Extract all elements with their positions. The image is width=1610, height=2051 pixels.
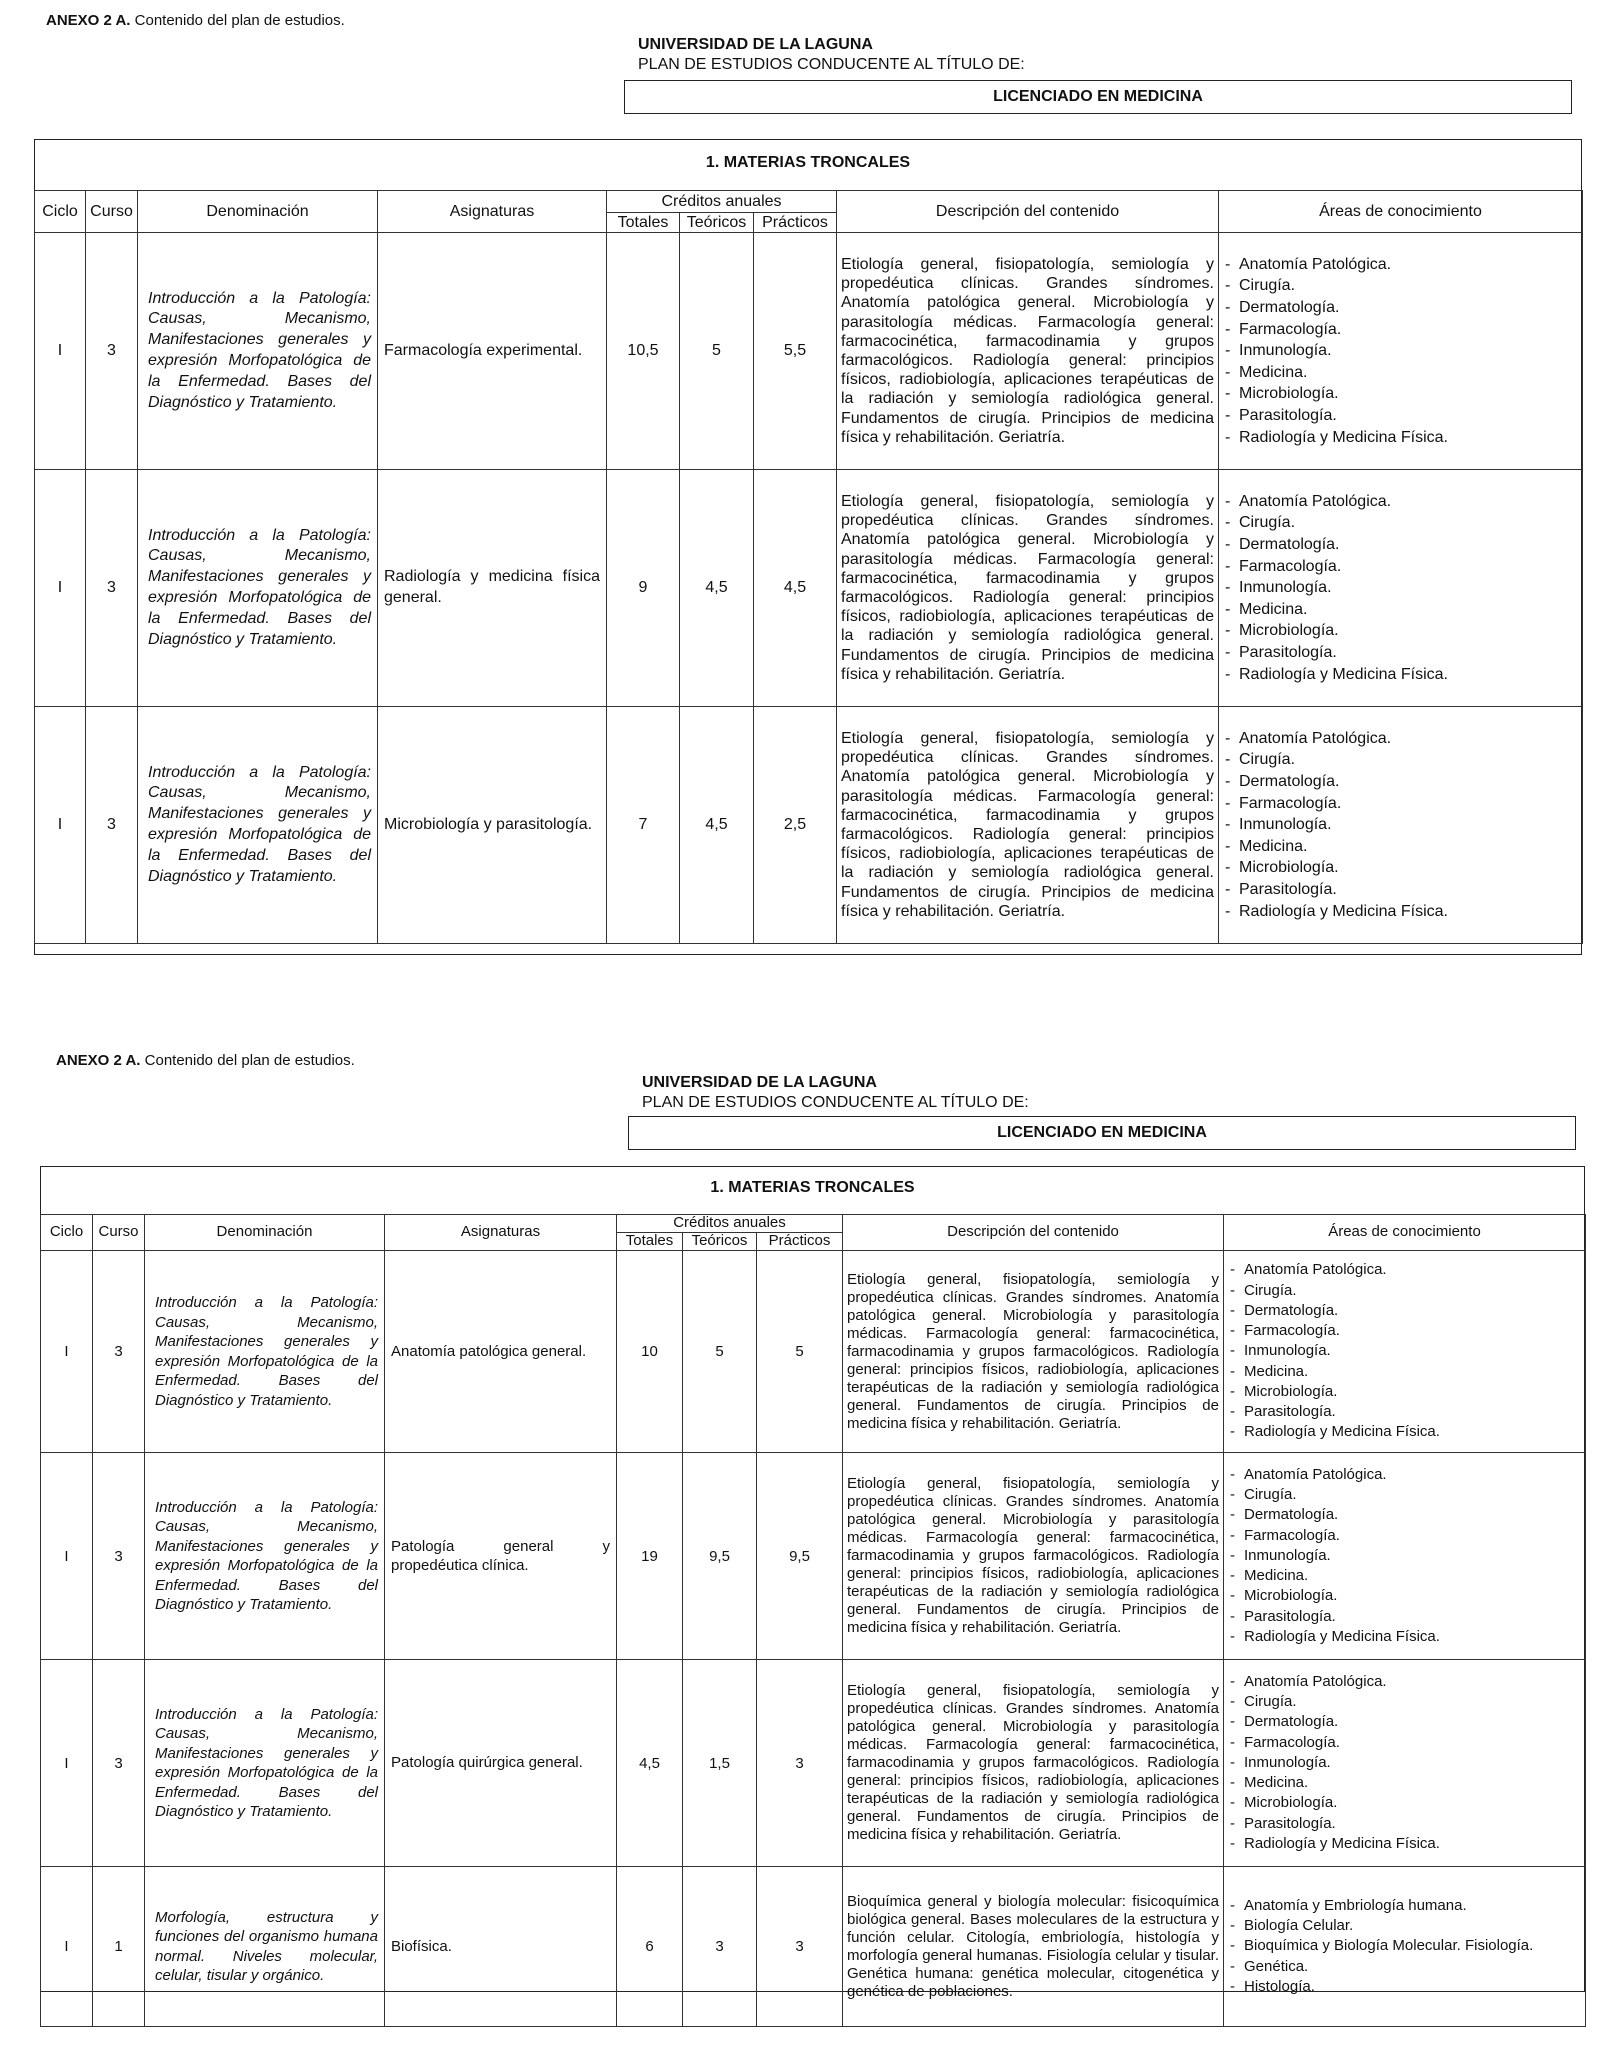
annex-text: Contenido del plan de estudios. — [144, 1052, 355, 1069]
area-item: - Radiología y Medicina Física. — [1244, 1422, 1579, 1442]
totales-cell: 9 — [607, 470, 680, 707]
area-item: - Microbiología. — [1244, 1382, 1579, 1402]
area-item: - Dermatología. — [1239, 534, 1576, 556]
areas-cell — [1224, 1660, 1586, 1867]
header-ciclo: Ciclo — [41, 1215, 93, 1251]
area-item: - Inmunología. — [1239, 814, 1576, 836]
area-item: - Farmacología. — [1239, 319, 1576, 341]
header-denominacion: Denominación — [145, 1215, 385, 1251]
area-item: - Medicina. — [1239, 599, 1576, 621]
university-name: UNIVERSIDAD DE LA LAGUNA — [638, 36, 873, 53]
areas-cell — [1224, 1251, 1586, 1453]
area-item: - Genética. — [1244, 1957, 1579, 1977]
area-item: - Parasitología. — [1239, 879, 1576, 901]
teoricos-cell: 9,5 — [683, 1453, 757, 1660]
page-1 — [0, 0, 1610, 1000]
curso-cell: 3 — [93, 1453, 145, 1660]
area-item: - Inmunología. — [1244, 1341, 1579, 1361]
area-item: - Dermatología. — [1244, 1301, 1579, 1321]
area-item: - Microbiología. — [1244, 1586, 1579, 1606]
area-item: - Anatomía Patológica. — [1239, 491, 1576, 513]
area-item: - Anatomía Patológica. — [1239, 728, 1576, 750]
section-title: 1. MATERIAS TRONCALES — [710, 1179, 915, 1196]
header-totales: Totales — [617, 1233, 683, 1251]
area-item: - Microbiología. — [1239, 620, 1576, 642]
area-item: - Anatomía Patológica. — [1244, 1260, 1579, 1280]
area-item: - Cirugía. — [1239, 512, 1576, 534]
practicos-cell: 4,5 — [754, 470, 837, 707]
area-item: - Cirugía. — [1244, 1692, 1579, 1712]
area-item: - Medicina. — [1244, 1773, 1579, 1793]
area-item: - Farmacología. — [1244, 1733, 1579, 1753]
table-row — [35, 707, 1583, 944]
areas-cell — [1219, 233, 1583, 470]
ciclo-cell: I — [35, 707, 86, 944]
descripcion-cell: Bioquímica general y biología molecular: fisicoquímica biológica general. Bases moleculares de la estructura y función celular. Citología, embriología, histología y morfología general humanas. Fisiología celular y tisular. Genética humana: genética molecular, citogenética y genética de poblaciones. — [843, 1867, 1224, 2027]
annex-label: ANEXO 2 A. — [46, 12, 131, 29]
area-item: - Anatomía y Embriología humana. — [1244, 1896, 1579, 1916]
area-item: - Farmacología. — [1244, 1321, 1579, 1341]
table-row — [41, 1251, 1586, 1453]
header-descripcion: Descripción del contenido — [837, 191, 1219, 233]
area-item: - Medicina. — [1244, 1566, 1579, 1586]
teoricos-cell: 3 — [683, 1867, 757, 2027]
table-row — [35, 470, 1583, 707]
area-item: - Radiología y Medicina Física. — [1244, 1834, 1579, 1854]
denominacion-cell: Introducción a la Patología: Causas, Mecanismo, Manifestaciones generales y expresión Morfopatológica de la Enfermedad. Bases del Diagnóstico y Tratamiento. — [145, 1660, 385, 1867]
practicos-cell: 9,5 — [757, 1453, 843, 1660]
area-item: - Cirugía. — [1244, 1281, 1579, 1301]
asignatura-cell: Radiología y medicina física general. — [378, 470, 607, 707]
header-teoricos: Teóricos — [683, 1233, 757, 1251]
annex-heading — [46, 12, 345, 29]
degree-box: LICENCIADO EN MEDICINA — [628, 1116, 1576, 1150]
areas-cell — [1224, 1453, 1586, 1660]
area-item: - Microbiología. — [1239, 857, 1576, 879]
areas-list — [1230, 1672, 1579, 1854]
header-teoricos: Teóricos — [680, 213, 754, 233]
area-item: - Cirugía. — [1244, 1485, 1579, 1505]
areas-list — [1230, 1896, 1579, 1997]
header-descripcion: Descripción del contenido — [843, 1215, 1224, 1251]
asignatura-cell: Microbiología y parasitología. — [378, 707, 607, 944]
teoricos-cell: 4,5 — [680, 707, 754, 944]
descripcion-cell: Etiología general, fisiopatología, semiología y propedéutica clínicas. Grandes síndromes. Anatomía patológica general. Microbiología y parasitología médicas. Farmacología general: farmacocinética, farmacodinamia y grupos farmacológicos. Radiología general: principios físicos, radiobiología, aplicaciones terapéuticas de la radiación y semiología radiológica general. Fundamentos de cirugía. Principios de medicina física y rehabilitación. Geriatría. — [837, 707, 1219, 944]
header-creditos: Créditos anuales — [617, 1215, 843, 1233]
denominacion-cell: Introducción a la Patología: Causas, Mecanismo, Manifestaciones generales y expresión Morfopatológica de la Enfermedad. Bases del Diagnóstico y Tratamiento. — [145, 1251, 385, 1453]
area-item: - Farmacología. — [1244, 1526, 1579, 1546]
curso-cell: 3 — [86, 470, 138, 707]
table-row — [35, 233, 1583, 470]
area-item: - Parasitología. — [1244, 1607, 1579, 1627]
denominacion-cell: Introducción a la Patología: Causas, Mecanismo, Manifestaciones generales y expresión Morfopatológica de la Enfermedad. Bases del Diagnóstico y Tratamiento. — [145, 1453, 385, 1660]
area-item: - Inmunología. — [1239, 340, 1576, 362]
area-item: - Radiología y Medicina Física. — [1239, 427, 1576, 449]
area-item: - Radiología y Medicina Física. — [1239, 901, 1576, 923]
header-areas: Áreas de conocimiento — [1219, 191, 1583, 233]
area-item: - Inmunología. — [1244, 1753, 1579, 1773]
area-item: - Farmacología. — [1239, 793, 1576, 815]
teoricos-cell: 5 — [683, 1251, 757, 1453]
curriculum-table — [34, 190, 1583, 944]
area-item: - Dermatología. — [1239, 297, 1576, 319]
section-title: 1. MATERIAS TRONCALES — [705, 154, 911, 171]
ciclo-cell: I — [41, 1453, 93, 1660]
area-item: - Inmunología. — [1244, 1546, 1579, 1566]
ciclo-cell: I — [41, 1660, 93, 1867]
curriculum-table — [40, 1214, 1586, 2027]
denominacion-cell: Introducción a la Patología: Causas, Mecanismo, Manifestaciones generales y expresión Morfopatológica de la Enfermedad. Bases del Diagnóstico y Tratamiento. — [138, 233, 378, 470]
area-item: - Anatomía Patológica. — [1244, 1465, 1579, 1485]
denominacion-cell: Introducción a la Patología: Causas, Mecanismo, Manifestaciones generales y expresión Morfopatológica de la Enfermedad. Bases del Diagnóstico y Tratamiento. — [138, 707, 378, 944]
area-item: - Radiología y Medicina Física. — [1239, 664, 1576, 686]
area-item: - Farmacología. — [1239, 556, 1576, 578]
header-curso: Curso — [86, 191, 138, 233]
annex-label: ANEXO 2 A. — [56, 1052, 141, 1069]
annex-heading — [56, 1052, 355, 1069]
header-ciclo: Ciclo — [35, 191, 86, 233]
practicos-cell: 3 — [757, 1867, 843, 2027]
area-item: - Microbiología. — [1244, 1793, 1579, 1813]
asignatura-cell: Biofísica. — [385, 1867, 617, 2027]
descripcion-cell: Etiología general, fisiopatología, semiología y propedéutica clínicas. Grandes síndromes. Anatomía patológica general. Microbiología y parasitología médicas. Farmacología general: farmacocinética, farmacodinamia y grupos farmacológicos. Radiología general: principios físicos, radiobiología, aplicaciones terapéuticas de la radiación y semiología radiológica general. Fundamentos de cirugía. Principios de medicina física y rehabilitación. Geriatría. — [843, 1453, 1224, 1660]
area-item: - Parasitología. — [1244, 1402, 1579, 1422]
header-areas: Áreas de conocimiento — [1224, 1215, 1586, 1251]
page-2 — [0, 1050, 1610, 2050]
plan-line: PLAN DE ESTUDIOS CONDUCENTE AL TÍTULO DE: — [638, 56, 1025, 73]
area-item: - Radiología y Medicina Física. — [1244, 1627, 1579, 1647]
header-practicos: Prácticos — [754, 213, 837, 233]
denominacion-cell: Introducción a la Patología: Causas, Mecanismo, Manifestaciones generales y expresión Morfopatológica de la Enfermedad. Bases del Diagnóstico y Tratamiento. — [138, 470, 378, 707]
ciclo-cell: I — [41, 1867, 93, 2027]
area-item: - Microbiología. — [1239, 383, 1576, 405]
area-item: - Medicina. — [1239, 836, 1576, 858]
area-item: - Medicina. — [1239, 362, 1576, 384]
area-item: - Bioquímica y Biología Molecular. Fisiología. — [1244, 1936, 1579, 1956]
table-row — [41, 1453, 1586, 1660]
curso-cell: 3 — [86, 233, 138, 470]
table-row — [41, 1867, 1586, 2027]
area-item: - Anatomía Patológica. — [1244, 1672, 1579, 1692]
curso-cell: 1 — [93, 1867, 145, 2027]
area-item: - Parasitología. — [1239, 405, 1576, 427]
asignatura-cell: Farmacología experimental. — [378, 233, 607, 470]
descripcion-cell: Etiología general, fisiopatología, semiología y propedéutica clínicas. Grandes síndromes. Anatomía patológica general. Microbiología y parasitología médicas. Farmacología general: farmacocinética, farmacodinamia y grupos farmacológicos. Radiología general: principios físicos, radiobiología, aplicaciones terapéuticas de la radiación y semiología radiológica general. Fundamentos de cirugía. Principios de medicina física y rehabilitación. Geriatría. — [843, 1660, 1224, 1867]
areas-list — [1225, 728, 1576, 922]
totales-cell: 7 — [607, 707, 680, 944]
curso-cell: 3 — [93, 1660, 145, 1867]
area-item: - Medicina. — [1244, 1362, 1579, 1382]
totales-cell: 10,5 — [607, 233, 680, 470]
ciclo-cell: I — [41, 1251, 93, 1453]
area-item: - Dermatología. — [1239, 771, 1576, 793]
practicos-cell: 5,5 — [754, 233, 837, 470]
header-practicos: Prácticos — [757, 1233, 843, 1251]
curso-cell: 3 — [86, 707, 138, 944]
area-item: - Dermatología. — [1244, 1712, 1579, 1732]
ciclo-cell: I — [35, 233, 86, 470]
teoricos-cell: 1,5 — [683, 1660, 757, 1867]
header-totales: Totales — [607, 213, 680, 233]
descripcion-cell: Etiología general, fisiopatología, semiología y propedéutica clínicas. Grandes síndromes. Anatomía patológica general. Microbiología y parasitología médicas. Farmacología general: farmacocinética, farmacodinamia y grupos farmacológicos. Radiología general: principios físicos, radiobiología, aplicaciones terapéuticas de la radiación y semiología radiológica general. Fundamentos de cirugía. Principios de medicina física y rehabilitación. Geriatría. — [837, 233, 1219, 470]
area-item: - Dermatología. — [1244, 1505, 1579, 1525]
totales-cell: 4,5 — [617, 1660, 683, 1867]
university-name: UNIVERSIDAD DE LA LAGUNA — [642, 1074, 877, 1091]
areas-cell — [1224, 1867, 1586, 2027]
asignatura-cell: Patología general y propedéutica clínica. — [385, 1453, 617, 1660]
totales-cell: 6 — [617, 1867, 683, 2027]
area-item: - Biología Celular. — [1244, 1916, 1579, 1936]
header-asignaturas: Asignaturas — [378, 191, 607, 233]
descripcion-cell: Etiología general, fisiopatología, semiología y propedéutica clínicas. Grandes síndromes. Anatomía patológica general. Microbiología y parasitología médicas. Farmacología general: farmacocinética, farmacodinamia y grupos farmacológicos. Radiología general: principios físicos, radiobiología, aplicaciones terapéuticas de la radiación y semiología radiológica general. Fundamentos de cirugía. Principios de medicina física y rehabilitación. Geriatría. — [837, 470, 1219, 707]
curso-cell: 3 — [93, 1251, 145, 1453]
area-item: - Histología. — [1244, 1977, 1579, 1997]
totales-cell: 19 — [617, 1453, 683, 1660]
header-curso: Curso — [93, 1215, 145, 1251]
denominacion-cell: Morfología, estructura y funciones del organismo humana normal. Niveles molecular, celular, tisular y orgánico. — [145, 1867, 385, 2027]
areas-list — [1230, 1260, 1579, 1442]
degree-box: LICENCIADO EN MEDICINA — [624, 80, 1572, 114]
practicos-cell: 5 — [757, 1251, 843, 1453]
practicos-cell: 3 — [757, 1660, 843, 1867]
area-item: - Inmunología. — [1239, 577, 1576, 599]
teoricos-cell: 5 — [680, 233, 754, 470]
area-item: - Cirugía. — [1239, 749, 1576, 771]
asignatura-cell: Patología quirúrgica general. — [385, 1660, 617, 1867]
teoricos-cell: 4,5 — [680, 470, 754, 707]
descripcion-cell: Etiología general, fisiopatología, semiología y propedéutica clínicas. Grandes síndromes. Anatomía patológica general. Microbiología y parasitología médicas. Farmacología general: farmacocinética, farmacodinamia y grupos farmacológicos. Radiología general: principios físicos, radiobiología, aplicaciones terapéuticas de la radiación y semiología radiológica general. Fundamentos de cirugía. Principios de medicina física y rehabilitación. Geriatría. — [843, 1251, 1224, 1453]
plan-line: PLAN DE ESTUDIOS CONDUCENTE AL TÍTULO DE: — [642, 1094, 1029, 1111]
header-asignaturas: Asignaturas — [385, 1215, 617, 1251]
areas-cell — [1219, 470, 1583, 707]
annex-text: Contenido del plan de estudios. — [134, 12, 345, 29]
table-row — [41, 1660, 1586, 1867]
areas-cell — [1219, 707, 1583, 944]
area-item: - Anatomía Patológica. — [1239, 254, 1576, 276]
header-creditos: Créditos anuales — [607, 191, 837, 213]
asignatura-cell: Anatomía patológica general. — [385, 1251, 617, 1453]
areas-list — [1225, 491, 1576, 685]
header-denominacion: Denominación — [138, 191, 378, 233]
areas-list — [1225, 254, 1576, 448]
ciclo-cell: I — [35, 470, 86, 707]
practicos-cell: 2,5 — [754, 707, 837, 944]
areas-list — [1230, 1465, 1579, 1647]
totales-cell: 10 — [617, 1251, 683, 1453]
area-item: - Parasitología. — [1239, 642, 1576, 664]
area-item: - Cirugía. — [1239, 275, 1576, 297]
area-item: - Parasitología. — [1244, 1814, 1579, 1834]
